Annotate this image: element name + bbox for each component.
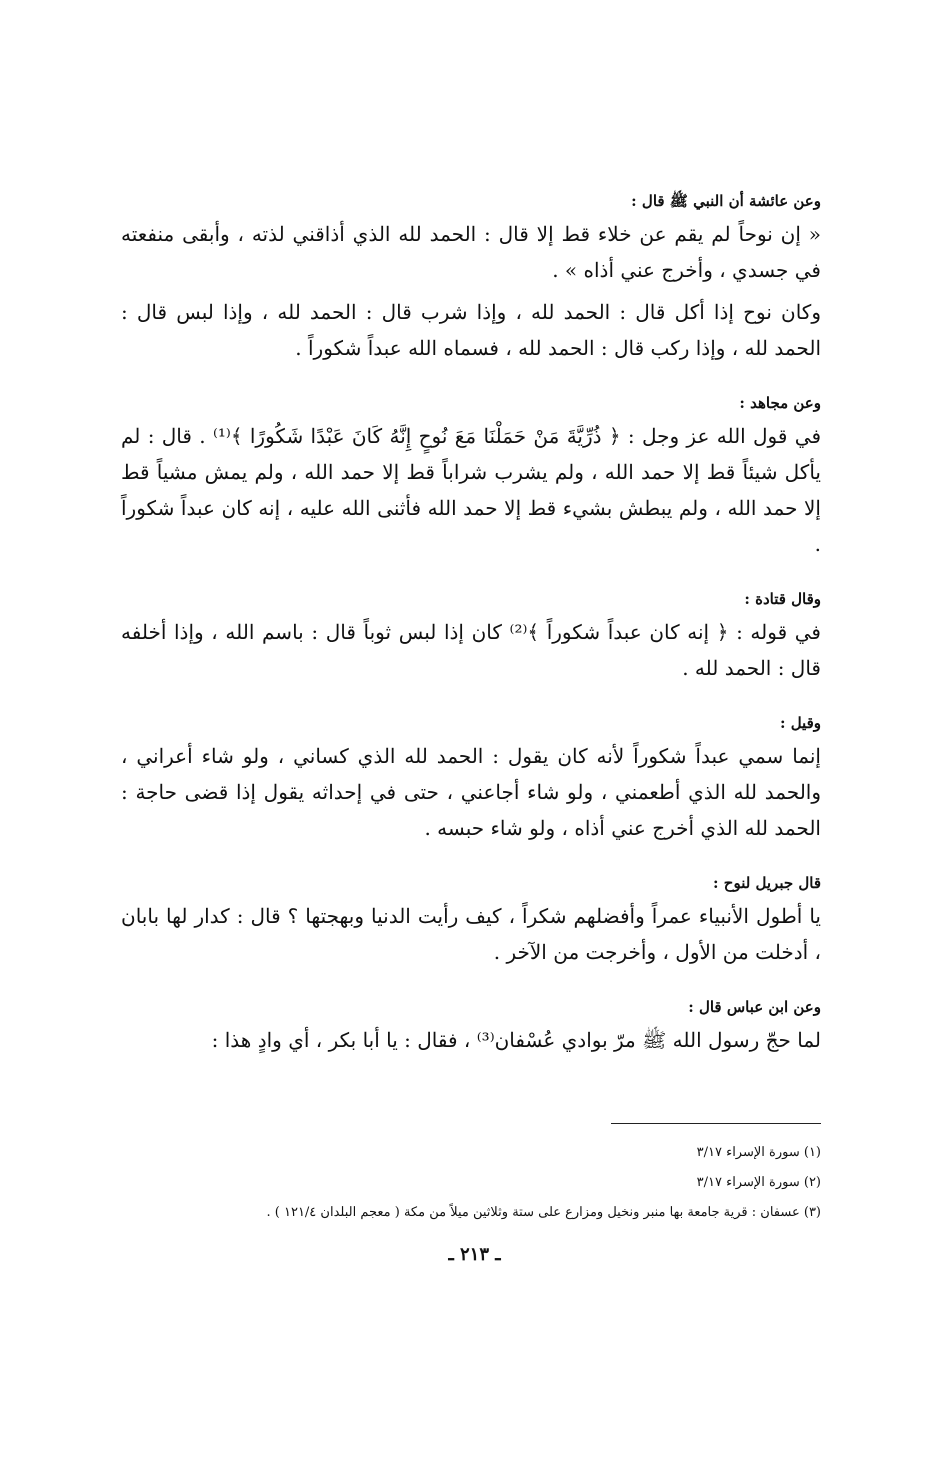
footnote: (٢) سورة الإسراء ٣/١٧ xyxy=(696,1175,821,1190)
section-ibn-abbas xyxy=(121,996,821,1058)
footnote: (٣) عسفان : قرية جامعة بها منبر ونخيل ومزارع على ستة وثلاثين ميلاً من مكة ( معجم البلدان ١٢١/٤ ) . xyxy=(266,1205,821,1220)
main-text xyxy=(121,190,821,1084)
paragraph: في قوله : ﴿ إنه كان عبداً شكوراً ﴾⁽²⁾ كان إذا لبس ثوباً قال : باسم الله ، وإذا أخلفه قال : الحمد لله . xyxy=(121,620,821,680)
section-heading: وعن مجاهد : xyxy=(739,394,821,412)
section-jibril xyxy=(121,872,821,970)
paragraph: يا أطول الأنبياء عمراً وأفضلهم شكراً ، كيف رأيت الدنيا وبهجتها ؟ قال : كدار لها بابان ، أدخلت من الأول ، وأخرجت من الآخر . xyxy=(121,904,821,964)
footnote: (١) سورة الإسراء ٣/١٧ xyxy=(696,1145,821,1160)
footnotes xyxy=(121,1138,821,1228)
section-heading: وقيل : xyxy=(779,714,821,732)
section-heading: وقال قتادة : xyxy=(744,590,821,608)
paragraph: لما حجّ رسول الله ﷺ مرّ بوادي عُسْفان⁽³⁾ ، فقال : يا أبا بكر ، أي وادٍ هذا : xyxy=(211,1028,821,1052)
section-qatada xyxy=(121,588,821,686)
section-aisha xyxy=(121,190,821,366)
page-number: ـ ٢١٣ ـ xyxy=(448,1244,501,1265)
paragraph: في قول الله عز وجل : ﴿ ذُرِّيَّةَ مَنْ حَمَلْنَا مَعَ نُوحٍ إِنَّهُ كَانَ عَبْدًا شَكُورًا ﴾⁽¹⁾ . قال : لم يأكل شيئاً قط إلا حمد الله ، ولم يشرب شراباً قط إلا حمد الله ، ولم يمش مشياً قط إلا حمد الله ، ولم يبطش بشيء قط إلا حمد الله فأثنى الله عليه ، إنه كان عبداً شكوراً . xyxy=(121,424,822,556)
paragraph: وكان نوح إذا أكل قال : الحمد لله ، وإذا شرب قال : الحمد لله ، وإذا لبس قال : الحمد لله ، وإذا ركب قال : الحمد لله ، فسماه الله عبداً شكوراً . xyxy=(121,300,821,360)
section-heading: وعن عائشة أن النبي ﷺ قال : xyxy=(631,192,821,210)
paragraph: « إن نوحاً لم يقم عن خلاء قط إلا قال : الحمد لله الذي أذاقني لذته ، وأبقى منفعته في جسدي ، وأخرج عني أذاه » . xyxy=(121,222,821,282)
footnote-divider xyxy=(611,1123,821,1124)
section-mujahid xyxy=(121,392,821,562)
section-heading: وعن ابن عباس قال : xyxy=(688,998,821,1016)
section-heading: قال جبريل لنوح : xyxy=(713,874,821,892)
section-qeel xyxy=(121,712,821,846)
paragraph: إنما سمي عبداً شكوراً لأنه كان يقول : الحمد لله الذي كساني ، ولو شاء أعراني ، والحمد لله الذي أطعمني ، ولو شاء أجاعني ، حتى في إحداثه يقول إذا قضى حاجة : الحمد لله الذي أخرج عني أذاه ، ولو شاء حبسه . xyxy=(121,744,821,840)
